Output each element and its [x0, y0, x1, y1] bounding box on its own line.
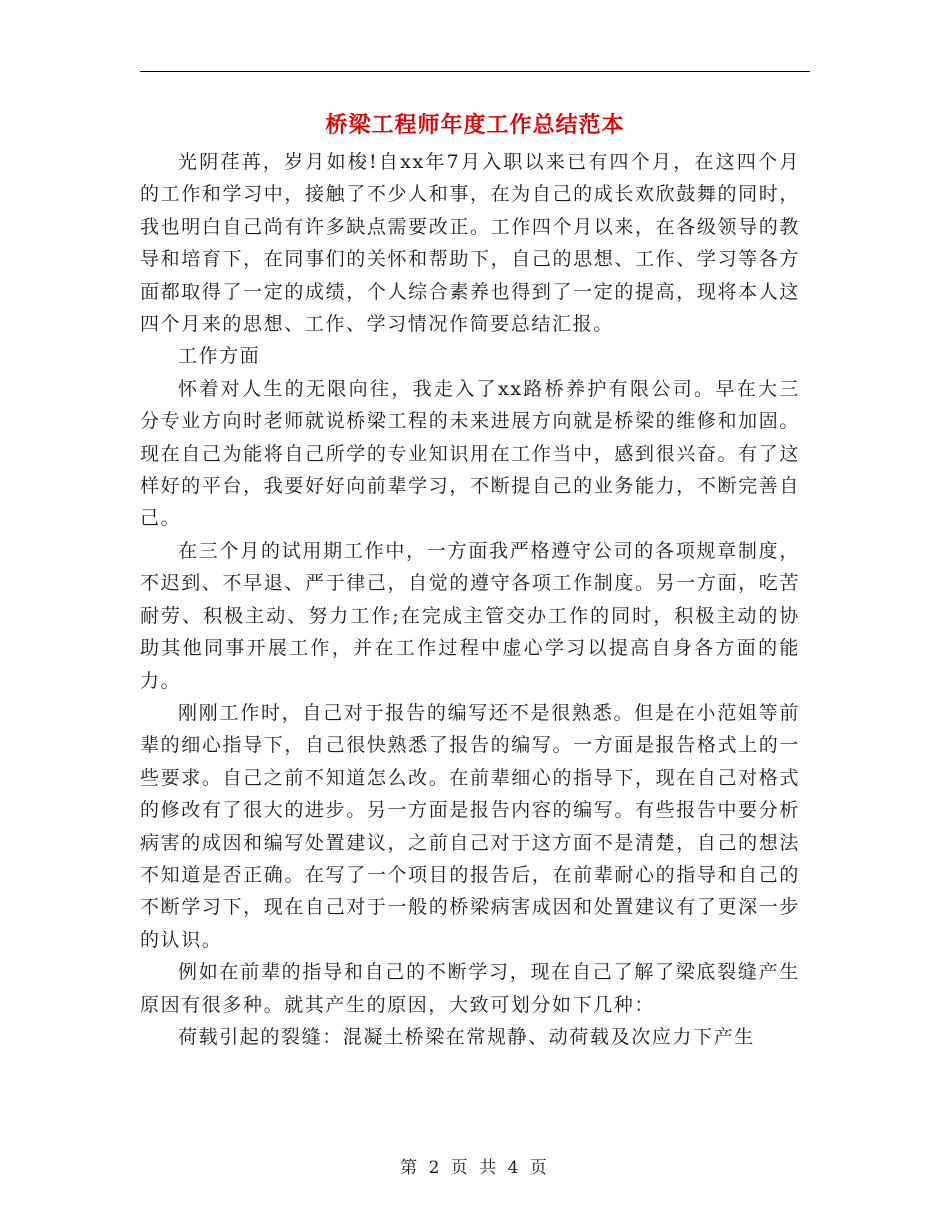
document-body	[140, 146, 800, 1053]
document-title: 桥梁工程师年度工作总结范本	[325, 112, 625, 138]
page-number-footer: 第 2 页 共 4 页	[400, 1158, 550, 1178]
paragraph-joining-company: 怀着对人生的无限向往，我走入了xx路桥养护有限公司。早在大三分专业方向时老师就说桥梁工程的未来进展方向就是桥梁的维修和加固。现在自己为能将自己所学的专业知识用在工作当中，感到很兴奋。有了这样好的平台，我要好好向前辈学习，不断提自己的业务能力，不断完善自己。	[140, 377, 800, 530]
paragraph-probation: 在三个月的试用期工作中，一方面我严格遵守公司的各项规章制度，不迟到、不早退、严于律己，自觉的遵守各项工作制度。另一方面，吃苦耐劳、积极主动、努力工作;在完成主管交办工作的同时，积极主动的协助其他同事开展工作，并在工作过程中虚心学习以提高自身各方面的能力。	[140, 539, 800, 692]
section-heading-work: 工作方面	[178, 345, 261, 368]
paragraph-crack-causes: 例如在前辈的指导和自己的不断学习，现在自己了解了梁底裂缝产生原因有很多种。就其产生的原因，大致可划分如下几种：	[140, 961, 800, 1016]
header-rule	[140, 71, 810, 72]
paragraph-intro: 光阴荏苒，岁月如梭!自xx年7月入职以来已有四个月，在这四个月的工作和学习中，接触了不少人和事，在为自己的成长欢欣鼓舞的同时，我也明白自己尚有许多缺点需要改正。工作四个月以来，在各级领导的教导和培育下，在同事们的关怀和帮助下，自己的思想、工作、学习等各方面都取得了一定的成绩，个人综合素养也得到了一定的提高，现将本人这四个月来的思想、工作、学习情况作简要总结汇报。	[140, 151, 800, 336]
paragraph-report-writing: 刚刚工作时，自己对于报告的编写还不是很熟悉。但是在小范姐等前辈的细心指导下，自己很快熟悉了报告的编写。一方面是报告格式上的一些要求。自己之前不知道怎么改。在前辈细心的指导下，现在自己对格式的修改有了很大的进步。另一方面是报告内容的编写。有些报告中要分析病害的成因和编写处置建议，之前自己对于这方面不是清楚，自己的想法不知道是否正确。在写了一个项目的报告后，在前辈耐心的指导和自己的不断学习下，现在自己对于一般的桥梁病害成因和处置建议有了更深一步的认识。	[140, 701, 800, 951]
paragraph-load-cracks: 荷载引起的裂缝：混凝土桥梁在常规静、动荷载及次应力下产生	[178, 1025, 755, 1048]
